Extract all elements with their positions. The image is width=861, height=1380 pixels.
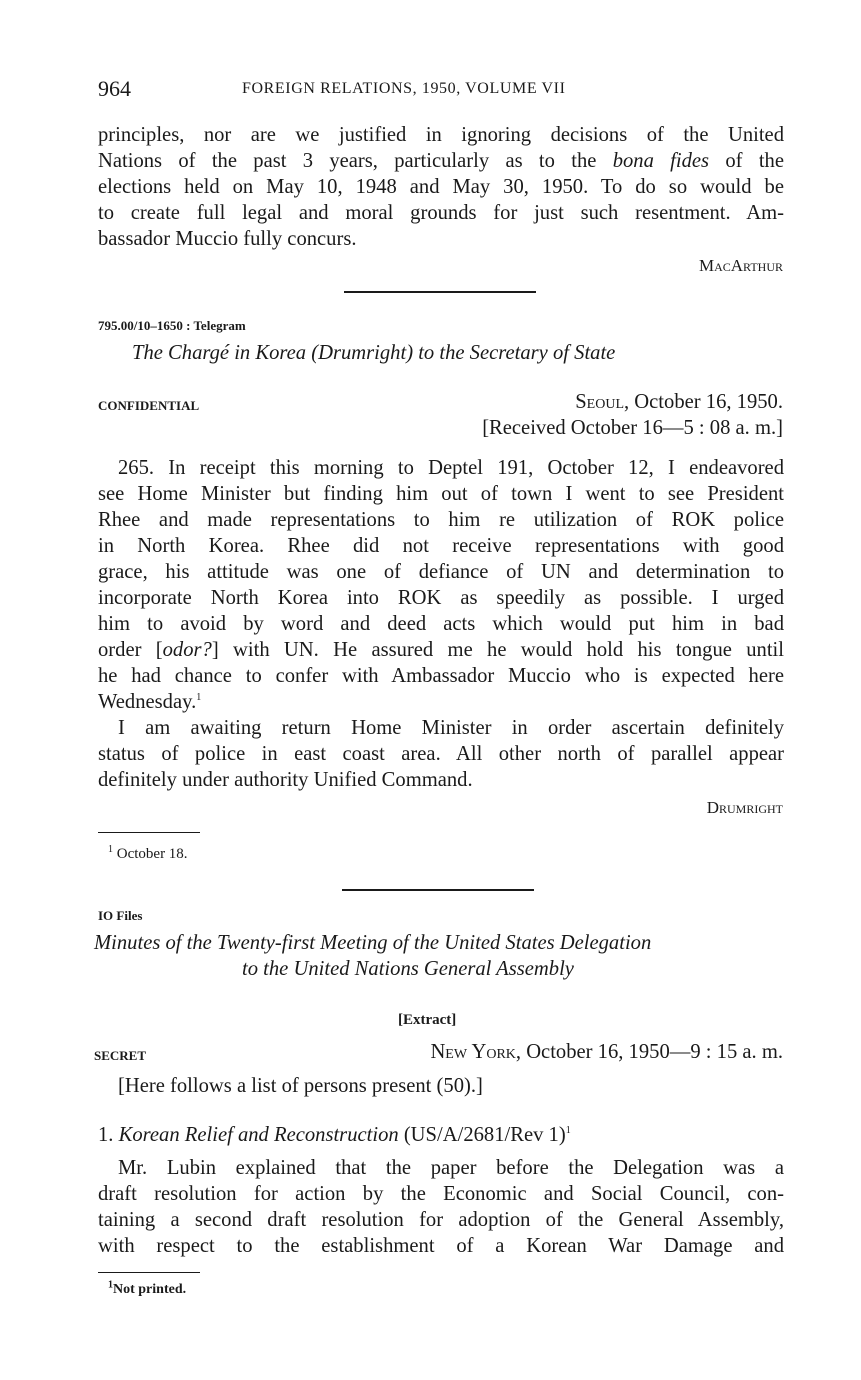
doc1-line-3: elections held on May 10, 1948 and May 30, 1950. To do so would be <box>98 176 784 198</box>
doc2-footnote-ref: 1 <box>196 692 202 704</box>
doc3-body-line-2: draft resolution for action by the Economic and Social Council, con- <box>98 1183 784 1205</box>
doc3-footnote-text: Not printed. <box>113 1282 187 1297</box>
doc2-para1-line-10 <box>98 689 784 715</box>
doc2-para2-line-1: I am awaiting return Home Minister in order ascertain definitely <box>118 717 784 739</box>
doc2-date: , October 16, 1950. <box>624 391 783 413</box>
doc3-extract: [Extract] <box>398 1012 457 1028</box>
doc2-para1-line-6: incorporate North Korea into ROK as speedily as possible. I urged <box>98 587 784 609</box>
doc3-item-number: 1. <box>98 1124 114 1146</box>
doc2-para1-line-2: see Home Minister but finding him out of town I went to see President <box>98 483 784 505</box>
doc2-para1-line-1: 265. In receipt this morning to Deptel 191, October 12, I endeavored <box>118 457 784 479</box>
doc2-para2-line-2: status of police in east coast area. All other north of parallel appear <box>98 743 784 765</box>
section-divider-2 <box>342 889 534 891</box>
doc2-signature: Drumright <box>706 798 783 817</box>
doc1-line-5: bassador Muccio fully concurs. <box>98 228 357 250</box>
doc3-place-date <box>430 1041 783 1064</box>
doc2-para2-line-3: definitely under authority Unified Command. <box>98 769 473 791</box>
doc3-footnote-mark: 1 <box>108 1279 113 1291</box>
doc2-footnote-text: October 18. <box>116 846 188 862</box>
doc3-date: , October 16, 1950—9 : 15 a. m. <box>515 1041 783 1063</box>
doc1-line-2: Nations of the past 3 years, particularly as to the bona fides of the <box>98 150 784 172</box>
doc2-place: Seoul <box>575 391 624 413</box>
doc2-para1-line-9: he had chance to confer with Ambassador Muccio who is expected here <box>98 665 784 687</box>
doc3-item-footnote-ref: 1 <box>565 1125 571 1137</box>
doc2-para1-last-text: Wednesday. <box>98 691 197 713</box>
doc2-place-date <box>575 391 783 414</box>
doc3-classification: SECRET <box>94 1048 147 1063</box>
section-divider-1 <box>344 291 536 293</box>
doc3-persons: [Here follows a list of persons present (50).] <box>118 1075 483 1097</box>
doc1-italic-phrase: bona fides <box>612 150 710 172</box>
footnote-rule-2 <box>98 1272 200 1273</box>
doc2-odor-italic: odor? <box>162 639 212 661</box>
doc3-title-line-2: to the United Nations General Assembly <box>242 958 574 980</box>
doc2-received: [Received October 16—5 : 08 a. m.] <box>482 417 783 439</box>
footnote-rule-1 <box>98 832 200 833</box>
doc2-para1-line-4: in North Korea. Rhee did not receive representations with good <box>98 535 784 557</box>
doc1-line-1: principles, nor are we justified in ignoring decisions of the United <box>98 124 784 146</box>
doc2-para1-line-3: Rhee and made representations to him re utilization of ROK police <box>98 509 784 531</box>
doc2-para1-line-7: him to avoid by word and deed acts which would put him in bad <box>98 613 784 635</box>
doc2-file-ref: 795.00/10–1650 : Telegram <box>98 318 246 333</box>
doc3-body-line-3: taining a second draft resolution for adoption of the General Assembly, <box>98 1209 784 1231</box>
doc2-footnote <box>108 846 188 863</box>
doc3-title-line-1: Minutes of the Twenty-first Meeting of the United States Delegation <box>94 932 652 954</box>
doc1-signature: MacArthur <box>698 256 783 275</box>
doc1-line-4: to create full legal and moral grounds for just such resentment. Am- <box>98 202 784 224</box>
doc3-place: New York <box>430 1041 516 1063</box>
page-number: 964 <box>98 76 131 101</box>
doc3-item-title: Korean Relief and Reconstruction <box>118 1124 399 1146</box>
doc2-classification: CONFIDENTIAL <box>98 398 200 413</box>
doc3-body-line-4: with respect to the establishment of a Korean War Damage and <box>98 1235 784 1257</box>
doc2-title: The Chargé in Korea (Drumright) to the Secretary of State <box>132 342 616 364</box>
doc3-body-line-1: Mr. Lubin explained that the paper before the Delegation was a <box>118 1157 784 1179</box>
doc2-para1-line-8: order [odor?] with UN. He assured me he would hold his tongue until <box>98 639 784 661</box>
doc3-item-ref: (US/A/2681/Rev 1) <box>398 1124 566 1146</box>
doc2-para1-line-5: grace, his attitude was one of defiance of UN and determination to <box>98 561 784 583</box>
running-title: FOREIGN RELATIONS, 1950, VOLUME VII <box>242 80 566 97</box>
doc3-file-ref: IO Files <box>98 908 143 923</box>
doc2-footnote-mark: 1 <box>108 844 113 855</box>
doc3-item-heading <box>98 1124 571 1147</box>
doc3-footnote <box>108 1279 187 1298</box>
